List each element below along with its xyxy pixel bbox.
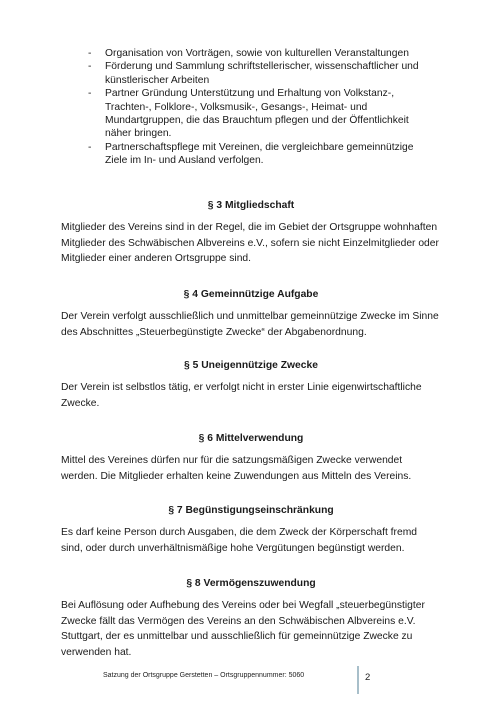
list-item-text: Organisation von Vorträgen, sowie von kulturellen Veranstaltungen <box>105 48 409 59</box>
section-heading: § 5 Uneigennützige Zwecke <box>184 360 318 371</box>
section-mittelverwendung <box>61 432 441 484</box>
section-body: Mittel des Vereines dürfen nur für die satzungsmäßigen Zwecke verwendet werden. Die Mitglieder erhalten keine Zuwendungen aus Mitteln des Vereins. <box>61 455 412 482</box>
section-heading: § 3 Mitgliedschaft <box>207 200 295 211</box>
section-body: Mitglieder des Vereins sind in der Regel, die im Gebiet der Ortsgruppe wohnhaften Mitglieder des Schwäbischen Albvereins e.V., sofern sie nicht Einzelmitglieder oder Mitglieder einer anderen Ortsgruppe sind. <box>61 222 439 264</box>
page-footer <box>0 664 495 694</box>
section-beguenstigungseinschraenkung <box>61 504 441 556</box>
bullet-marker: - <box>88 48 92 59</box>
bullet-marker: - <box>88 61 92 73</box>
list-item <box>88 141 433 168</box>
page-number: 2 <box>365 672 371 683</box>
section-body: Bei Auflösung oder Aufhebung des Vereins oder bei Wegfall „steuerbegünstigter Zwecke fällt das Vermögen des Vereins an den Schwäbischen Albvereins e.V. Stuttgart, der es unmittelbar und ausschließlich für gemeinnützige Zwecke zu verwenden hat. <box>61 600 425 658</box>
footer-divider <box>357 666 359 694</box>
list-item <box>88 47 433 60</box>
section-body: Der Verein ist selbstlos tätig, er verfolgt nicht in erster Linie eigenwirtschaftliche Zwecke. <box>61 382 422 409</box>
footer-text: Satzung der Ortsgruppe Gerstetten – Ortsgruppennummer: 5060 <box>103 672 305 679</box>
section-uneigennuetzige-zwecke <box>61 359 441 411</box>
list-item-text: Förderung und Sammlung schriftstellerischer, wissenschaftlicher und künstlerischer Arbeiten <box>105 61 419 86</box>
section-mitgliedschaft <box>61 199 441 267</box>
list-item-text: Partnerschaftspflege mit Vereinen, die vergleichbare gemeinnützige Ziele im In- und Ausland verfolgen. <box>105 141 414 167</box>
section-body: Der Verein verfolgt ausschließlich und unmittelbar gemeinnützige Zwecke im Sinne des Abschnittes „Steuerbegünstigte Zwecke“ der Abgabenordnung. <box>61 311 439 338</box>
section-heading: § 4 Gemeinnützige Aufgabe <box>183 289 319 300</box>
section-gemeinnuetzige-aufgabe <box>61 288 441 340</box>
section-vermoegenszuwendung <box>61 577 441 660</box>
list-item <box>88 60 433 87</box>
purpose-list <box>88 47 433 168</box>
section-heading: § 6 Mittelverwendung <box>198 433 304 444</box>
section-heading: § 8 Vermögenszuwendung <box>186 578 316 589</box>
section-heading: § 7 Begünstigungseinschränkung <box>168 505 334 516</box>
list-item-text: Partner Gründung Unterstützung und Erhaltung von Volkstanz-, Trachten-, Folklore-, Volksmusik-, Gesangs-, Heimat- und Mundartgruppen, die das Brauchtum pflegen und der Öffentlichkeit näher bringen. <box>105 88 409 140</box>
bullet-marker: - <box>88 88 92 100</box>
section-body: Es darf keine Person durch Ausgaben, die dem Zweck der Körperschaft fremd sind, oder durch unverhältnismäßige hohe Vergütungen begünstigt werden. <box>61 527 417 554</box>
bullet-marker: - <box>88 141 92 153</box>
list-item <box>88 87 433 141</box>
